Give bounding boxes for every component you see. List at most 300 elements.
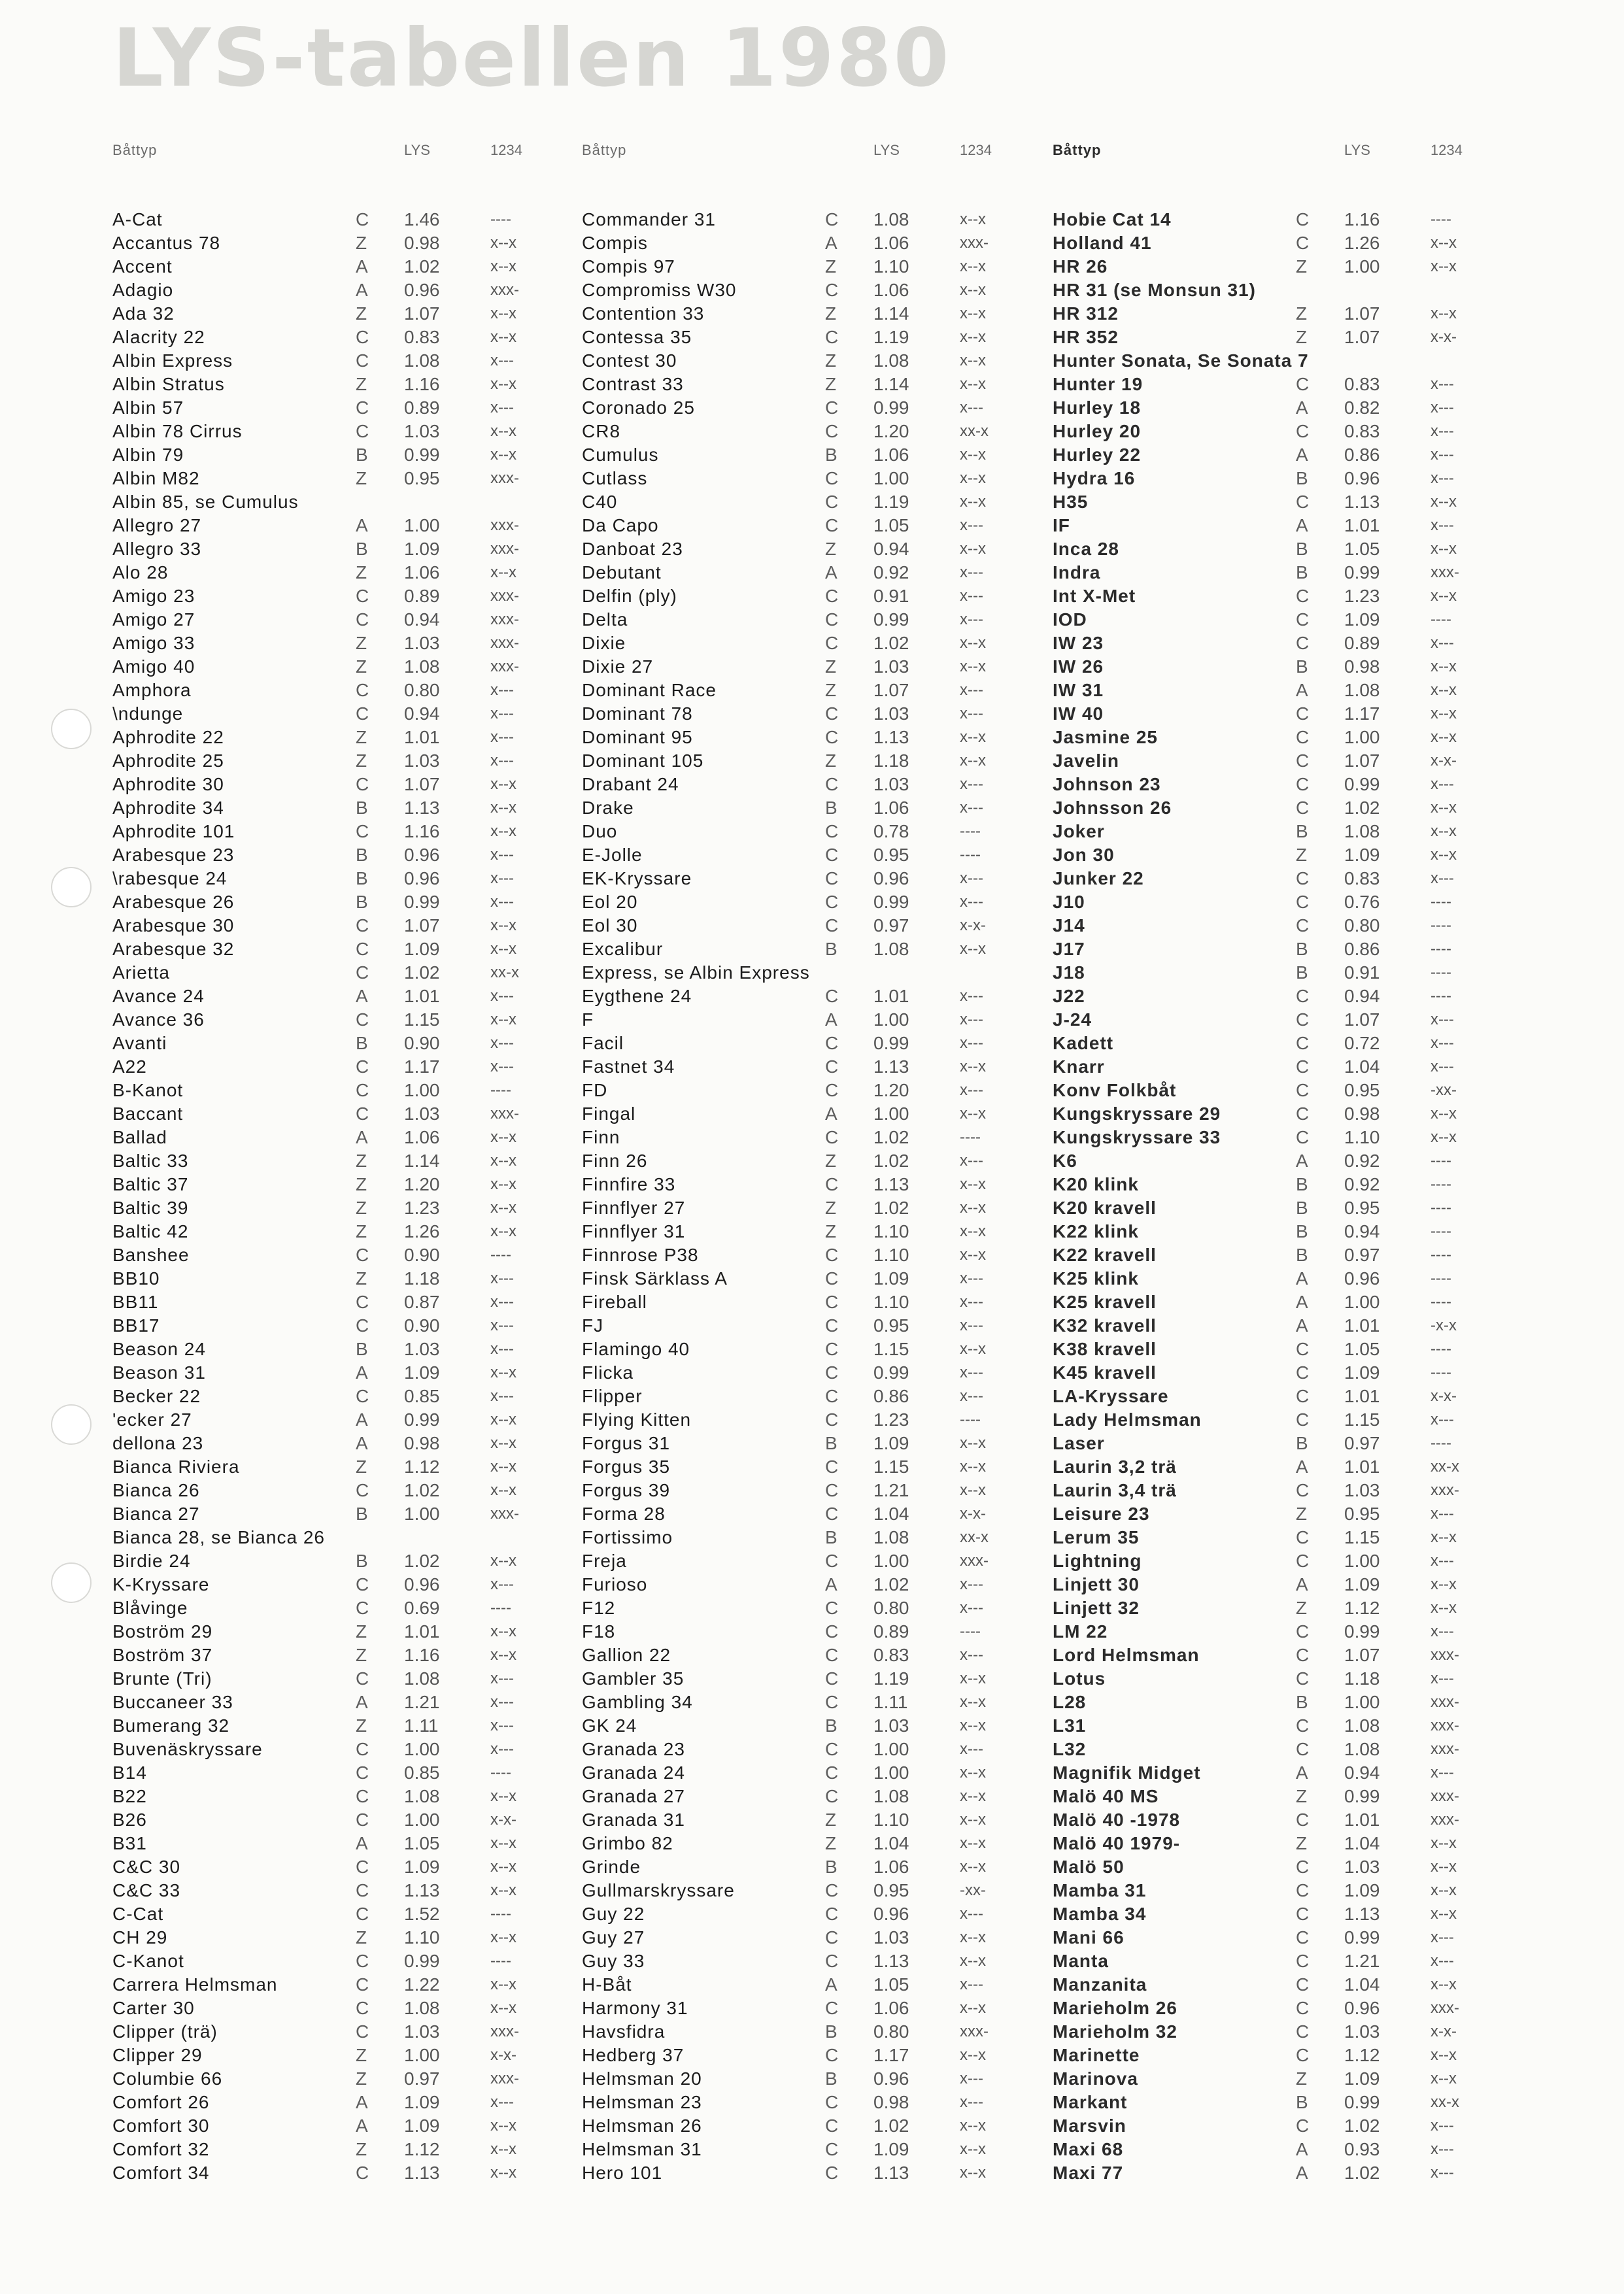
- boat-name: Marieholm 32: [1053, 2021, 1177, 2042]
- boat-class: C: [825, 327, 839, 347]
- lys-value: 1.18: [873, 751, 909, 771]
- code-value: x--x: [1430, 1976, 1457, 1993]
- boat-class: C: [825, 1056, 839, 1077]
- boat-name: Dixie 27: [582, 656, 654, 677]
- boat-name: B31: [112, 1833, 147, 1853]
- boat-class: C: [825, 1927, 839, 1948]
- table-row: [582, 1502, 1085, 1526]
- lys-value: 0.92: [873, 562, 909, 582]
- lys-value: 0.89: [404, 397, 440, 418]
- lys-value: 1.06: [873, 233, 909, 253]
- boat-name: Buvenäskryssare: [112, 1739, 263, 1759]
- boat-name: Ada 32: [112, 303, 175, 324]
- boat-class: C: [356, 609, 369, 630]
- table-row: [112, 1997, 616, 2020]
- lys-value: 1.00: [404, 1080, 440, 1100]
- lys-value: 0.86: [873, 1386, 909, 1406]
- boat-class: C: [825, 774, 839, 794]
- boat-name: Eol 30: [582, 915, 638, 936]
- code-value: x--x: [1430, 305, 1457, 322]
- lys-value: 1.20: [873, 1080, 909, 1100]
- lys-value: 1.09: [404, 2116, 440, 2136]
- boat-name: Cumulus: [582, 445, 659, 465]
- boat-name: K6: [1053, 1151, 1077, 1171]
- boat-name: Gambling 34: [582, 1692, 693, 1712]
- boat-name: K25 klink: [1053, 1268, 1139, 1289]
- boat-class: C: [1296, 915, 1310, 936]
- lys-value: 1.03: [873, 1927, 909, 1948]
- code-value: x--x: [960, 1481, 986, 1499]
- boat-name: Finnflyer 31: [582, 1221, 686, 1241]
- lys-value: 1.06: [873, 445, 909, 465]
- table-row: [582, 1879, 1085, 1902]
- boat-class: C: [356, 1009, 369, 1030]
- boat-class: A: [356, 1433, 368, 1453]
- boat-list: [582, 208, 1085, 2185]
- code-value: x--x: [490, 1787, 516, 1805]
- boat-name: CH 29: [112, 1927, 168, 1948]
- punch-hole: [51, 1562, 92, 1603]
- boat-name: Albin M82: [112, 468, 200, 488]
- lys-value: 0.89: [873, 1621, 909, 1642]
- boat-class: Z: [1296, 303, 1308, 324]
- boat-name: Bianca Riviera: [112, 1457, 240, 1477]
- code-value: xxx-: [1430, 1999, 1459, 2017]
- table-row: [112, 843, 616, 867]
- boat-class: B: [356, 445, 368, 465]
- table-row: [582, 890, 1085, 914]
- lys-value: 1.00: [404, 1810, 440, 1830]
- code-value: x-x-: [490, 1811, 516, 1829]
- table-row: [112, 1032, 616, 1055]
- boat-name: Aphrodite 25: [112, 751, 224, 771]
- lys-value: 1.08: [404, 656, 440, 677]
- lys-value: 0.99: [873, 609, 909, 630]
- lys-value: 1.03: [404, 2021, 440, 2042]
- boat-class: C: [1296, 1009, 1310, 1030]
- boat-class: C: [1296, 1974, 1310, 1995]
- boat-name: Havsfidra: [582, 2021, 666, 2042]
- lys-value: 1.04: [1344, 1056, 1380, 1077]
- table-row: [582, 1973, 1085, 1997]
- boat-name: Kungskryssare 29: [1053, 1104, 1221, 1124]
- lys-value: 1.09: [1344, 2068, 1380, 2089]
- code-value: x--x: [960, 1999, 986, 2017]
- code-value: ----: [960, 822, 981, 840]
- lys-value: 0.97: [404, 2068, 440, 2089]
- code-value: x---: [960, 587, 983, 605]
- boat-class: Z: [356, 1621, 367, 1642]
- lys-value: 0.96: [873, 2068, 909, 2089]
- table-row: [582, 326, 1085, 349]
- table-row: [582, 985, 1085, 1008]
- boat-class: C: [1296, 1739, 1310, 1759]
- table-row: [1053, 1926, 1556, 1949]
- table-row: [1053, 961, 1556, 985]
- boat-name: Finnrose P38: [582, 1245, 699, 1265]
- boat-class: C: [356, 962, 369, 983]
- table-row: [582, 1832, 1085, 1855]
- table-row: [582, 679, 1085, 702]
- boat-name: Junker 22: [1053, 868, 1144, 888]
- lys-value: 1.13: [873, 1174, 909, 1194]
- lys-value: 1.15: [873, 1339, 909, 1359]
- lys-value: 1.09: [1344, 1880, 1380, 1900]
- column-header: [582, 139, 1085, 162]
- code-value: x--x: [960, 728, 986, 746]
- code-value: ----: [960, 846, 981, 864]
- boat-class: Z: [1296, 1833, 1308, 1853]
- boat-name: J18: [1053, 962, 1085, 983]
- table-row: [112, 349, 616, 373]
- boat-name: Contest 30: [582, 350, 677, 371]
- lys-value: 1.10: [1344, 1127, 1380, 1147]
- boat-name: Facil: [582, 1033, 624, 1053]
- table-row: [1053, 420, 1556, 443]
- boat-class: C: [1296, 727, 1310, 747]
- table-row: [582, 1008, 1085, 1032]
- table-row: [582, 1785, 1085, 1808]
- boat-name: Express, se Albin Express: [582, 962, 810, 983]
- lys-value: 1.03: [873, 1715, 909, 1736]
- table-row: [112, 302, 616, 326]
- code-value: x--x: [1430, 1105, 1457, 1122]
- code-value: x--x: [960, 1952, 986, 1970]
- code-value: x---: [1430, 1552, 1454, 1570]
- table-row: [112, 1008, 616, 1032]
- code-value: x--x: [490, 1646, 516, 1664]
- lys-value: 1.05: [873, 515, 909, 535]
- code-value: x---: [960, 1270, 983, 1287]
- boat-name: Maxi 68: [1053, 2139, 1124, 2159]
- code-value: x---: [960, 1576, 983, 1593]
- boat-class: C: [356, 1786, 369, 1806]
- lys-value: 0.95: [404, 468, 440, 488]
- boat-name: Magnifik Midget: [1053, 1763, 1201, 1783]
- lys-value: 0.85: [404, 1763, 440, 1783]
- boat-class: C: [1296, 2116, 1310, 2136]
- table-row: [1053, 1620, 1556, 1644]
- code-value: x---: [960, 987, 983, 1005]
- boat-name: Da Capo: [582, 515, 659, 535]
- code-value: x--x: [960, 2164, 986, 2182]
- boat-name: Coronado 25: [582, 397, 695, 418]
- boat-class: C: [825, 1080, 839, 1100]
- lys-value: 0.96: [404, 1574, 440, 1594]
- boat-name: Comfort 26: [112, 2092, 210, 2112]
- code-value: x--x: [490, 2117, 516, 2134]
- boat-class: C: [1296, 798, 1310, 818]
- lys-value: 1.08: [873, 1527, 909, 1547]
- boat-class: Z: [825, 1833, 837, 1853]
- boat-class: B: [356, 1551, 368, 1571]
- boat-name: C40: [582, 492, 618, 512]
- boat-name: HR 312: [1053, 303, 1119, 324]
- table-row: [112, 1126, 616, 1149]
- table-row: [582, 2044, 1085, 2067]
- table-row: [112, 1408, 616, 1432]
- code-value: x--x: [490, 1364, 516, 1381]
- boat-name: Albin Express: [112, 350, 233, 371]
- boat-name: IW 23: [1053, 633, 1104, 653]
- code-value: ----: [1430, 1340, 1451, 1358]
- boat-class: C: [1296, 209, 1310, 229]
- boat-name: Furioso: [582, 1574, 648, 1594]
- code-value: x--x: [1430, 846, 1457, 864]
- boat-name: Contrast 33: [582, 374, 684, 394]
- boat-class: C: [1296, 609, 1310, 630]
- boat-name: B26: [112, 1810, 147, 1830]
- boat-name: HR 26: [1053, 256, 1108, 277]
- table-row: [1053, 349, 1556, 373]
- table-row: [582, 1644, 1085, 1667]
- table-row: [1053, 1832, 1556, 1855]
- boat-class: C: [1296, 1033, 1310, 1053]
- boat-class: C: [1296, 633, 1310, 653]
- boat-class: C: [356, 2163, 369, 2183]
- boat-name: FD: [582, 1080, 608, 1100]
- code-value: x--x: [490, 1976, 516, 1993]
- boat-class: Z: [356, 633, 367, 653]
- code-value: x---: [1430, 1929, 1454, 1946]
- code-value: x---: [490, 1340, 514, 1358]
- table-row: [1053, 1502, 1556, 1526]
- boat-name: Dominant Race: [582, 680, 717, 700]
- lys-value: 1.07: [404, 774, 440, 794]
- lys-value: 0.96: [873, 868, 909, 888]
- code-value: x--x: [1430, 587, 1457, 605]
- lys-value: 1.01: [404, 727, 440, 747]
- lys-value: 1.00: [873, 1009, 909, 1030]
- lys-value: 1.09: [404, 939, 440, 959]
- lys-value: 1.07: [1344, 1645, 1380, 1665]
- table-row: [582, 2020, 1085, 2044]
- table-row: [112, 1432, 616, 1455]
- code-value: x--x: [960, 1175, 986, 1193]
- code-value: xxx-: [1430, 1811, 1459, 1829]
- boat-class: C: [825, 986, 839, 1006]
- code-value: x--x: [960, 1199, 986, 1217]
- lys-value: 1.11: [404, 1715, 439, 1736]
- code-value: x---: [960, 681, 983, 699]
- boat-class: C: [356, 1668, 369, 1689]
- code-value: ----: [490, 1905, 511, 1923]
- code-value: x---: [960, 1081, 983, 1099]
- table-row: [1053, 632, 1556, 655]
- table-row: [1053, 1102, 1556, 1126]
- lys-value: 0.94: [404, 609, 440, 630]
- code-value: x---: [1430, 2164, 1454, 2182]
- boat-class: C: [825, 2092, 839, 2112]
- boat-name: Carter 30: [112, 1998, 195, 2018]
- table-row: [582, 302, 1085, 326]
- code-value: ----: [1430, 1364, 1451, 1381]
- boat-class: C: [825, 1386, 839, 1406]
- lys-value: 1.10: [873, 1810, 909, 1830]
- boat-name: L31: [1053, 1715, 1087, 1736]
- code-value: xxx-: [960, 234, 989, 252]
- boat-class: Z: [356, 233, 367, 253]
- lys-value: 1.46: [404, 209, 440, 229]
- table-row: [112, 1761, 616, 1785]
- code-value: x--x: [490, 258, 516, 275]
- lys-value: 1.03: [404, 421, 440, 441]
- code-value: -x-x: [1430, 1317, 1457, 1334]
- table-row: [1053, 1032, 1556, 1055]
- boat-list: [112, 208, 616, 2185]
- code-value: ----: [960, 1128, 981, 1146]
- boat-name: J17: [1053, 939, 1085, 959]
- boat-class: B: [1296, 1433, 1308, 1453]
- lys-value: 0.83: [873, 1645, 909, 1665]
- boat-class: B: [1296, 939, 1308, 959]
- boat-class: C: [356, 1763, 369, 1783]
- boat-class: C: [356, 680, 369, 700]
- boat-name: Eygthene 24: [582, 986, 692, 1006]
- code-value: x---: [490, 2093, 514, 2111]
- boat-class: C: [825, 915, 839, 936]
- column-header: [112, 139, 616, 162]
- lys-value: 1.21: [873, 1480, 909, 1500]
- code-value: x---: [490, 399, 514, 416]
- table-row: [582, 1267, 1085, 1290]
- boat-name: Amphora: [112, 680, 192, 700]
- table-row: [1053, 820, 1556, 843]
- table-row: [582, 1526, 1085, 1549]
- boat-class: A: [825, 562, 837, 582]
- lys-value: 1.09: [1344, 1362, 1380, 1383]
- header-code: 1234: [490, 142, 522, 158]
- lys-value: 1.06: [873, 280, 909, 300]
- lys-value: 1.00: [1344, 256, 1380, 277]
- table-row: [582, 1761, 1085, 1785]
- code-value: x--x: [490, 375, 516, 393]
- boat-class: C: [1296, 1386, 1310, 1406]
- boat-class: A: [356, 1692, 368, 1712]
- code-value: x--x: [960, 2046, 986, 2064]
- boat-class: C: [825, 1174, 839, 1194]
- boat-name: IW 40: [1053, 703, 1104, 724]
- table-row: [112, 1879, 616, 1902]
- boat-class: C: [356, 1974, 369, 1995]
- boat-name: Delfin (ply): [582, 586, 677, 606]
- lys-value: 1.09: [404, 1857, 440, 1877]
- table-row: [582, 1808, 1085, 1832]
- table-row: [1053, 1079, 1556, 1102]
- punch-hole: [51, 1404, 92, 1445]
- lys-value: 1.07: [1344, 327, 1380, 347]
- lys-value: 1.26: [404, 1221, 440, 1241]
- table-row: [582, 1290, 1085, 1314]
- table-row: [112, 467, 616, 490]
- boat-class: A: [1296, 397, 1308, 418]
- boat-name: Ballad: [112, 1127, 167, 1147]
- code-value: x--x: [960, 328, 986, 346]
- boat-name: K32 kravell: [1053, 1315, 1157, 1336]
- lys-value: 1.04: [1344, 1974, 1380, 1995]
- table-row: [582, 278, 1085, 302]
- boat-name: Boström 37: [112, 1645, 213, 1665]
- code-value: x---: [960, 516, 983, 534]
- boat-name: Commander 31: [582, 209, 716, 229]
- code-value: ----: [1430, 1434, 1451, 1452]
- code-value: x--x: [1430, 540, 1457, 558]
- boat-class: C: [356, 1574, 369, 1594]
- table-row: [112, 1243, 616, 1267]
- table-row: [112, 679, 616, 702]
- table-row: [1053, 561, 1556, 584]
- code-value: x---: [960, 564, 983, 581]
- code-value: x--x: [960, 469, 986, 487]
- code-value: x--x: [960, 1811, 986, 1829]
- boat-class: Z: [1296, 327, 1308, 347]
- table-row: [582, 726, 1085, 749]
- boat-class: C: [825, 892, 839, 912]
- lys-value: 1.01: [404, 1621, 440, 1642]
- lys-value: 1.00: [404, 1504, 440, 1524]
- boat-class: Z: [1296, 1598, 1308, 1618]
- code-value: x--x: [960, 1246, 986, 1264]
- table-row: [1053, 1196, 1556, 1220]
- lys-value: 1.09: [404, 2092, 440, 2112]
- lys-value: 0.87: [404, 1292, 440, 1312]
- code-value: x---: [1430, 446, 1454, 464]
- table-row: [582, 1738, 1085, 1761]
- boat-name: Malö 40 1979-: [1053, 1833, 1181, 1853]
- boat-name: Konv Folkbåt: [1053, 1080, 1177, 1100]
- code-value: xxx-: [1430, 1787, 1459, 1805]
- boat-name: \ndunge: [112, 703, 184, 724]
- table-row: [1053, 890, 1556, 914]
- table-row: [1053, 443, 1556, 467]
- boat-class: Z: [825, 1198, 837, 1218]
- table-row: [112, 1785, 616, 1808]
- code-value: x---: [490, 352, 514, 369]
- lys-value: 1.06: [873, 798, 909, 818]
- lys-value: 0.86: [1344, 939, 1380, 959]
- boat-class: A: [825, 233, 837, 253]
- table-row: [582, 537, 1085, 561]
- boat-class: C: [825, 1904, 839, 1924]
- boat-name: Johnson 23: [1053, 774, 1161, 794]
- boat-name: J10: [1053, 892, 1085, 912]
- code-value: x---: [1430, 775, 1454, 793]
- boat-name: Contention 33: [582, 303, 705, 324]
- code-value: x---: [1430, 1011, 1454, 1028]
- code-value: x--x: [490, 1858, 516, 1876]
- boat-class: B: [825, 1715, 837, 1736]
- boat-name: C&C 30: [112, 1857, 181, 1877]
- code-value: x---: [1430, 2140, 1454, 2158]
- code-value: x--x: [490, 446, 516, 464]
- code-value: x---: [960, 1646, 983, 1664]
- boat-name: IW 26: [1053, 656, 1104, 677]
- boat-class: A: [1296, 2163, 1308, 2183]
- lys-value: 0.94: [1344, 986, 1380, 1006]
- table-row: [582, 2138, 1085, 2161]
- boat-class: C: [356, 774, 369, 794]
- lys-value: 1.26: [1344, 233, 1380, 253]
- table-row: [112, 1267, 616, 1290]
- code-value: xxx-: [490, 587, 519, 605]
- lys-value: 0.83: [1344, 374, 1380, 394]
- lys-value: 0.82: [1344, 397, 1380, 418]
- boat-class: C: [356, 397, 369, 418]
- lys-value: 0.96: [873, 1904, 909, 1924]
- table-row: [1053, 1385, 1556, 1408]
- lys-value: 1.01: [1344, 1386, 1380, 1406]
- boat-class: B: [1296, 1221, 1308, 1241]
